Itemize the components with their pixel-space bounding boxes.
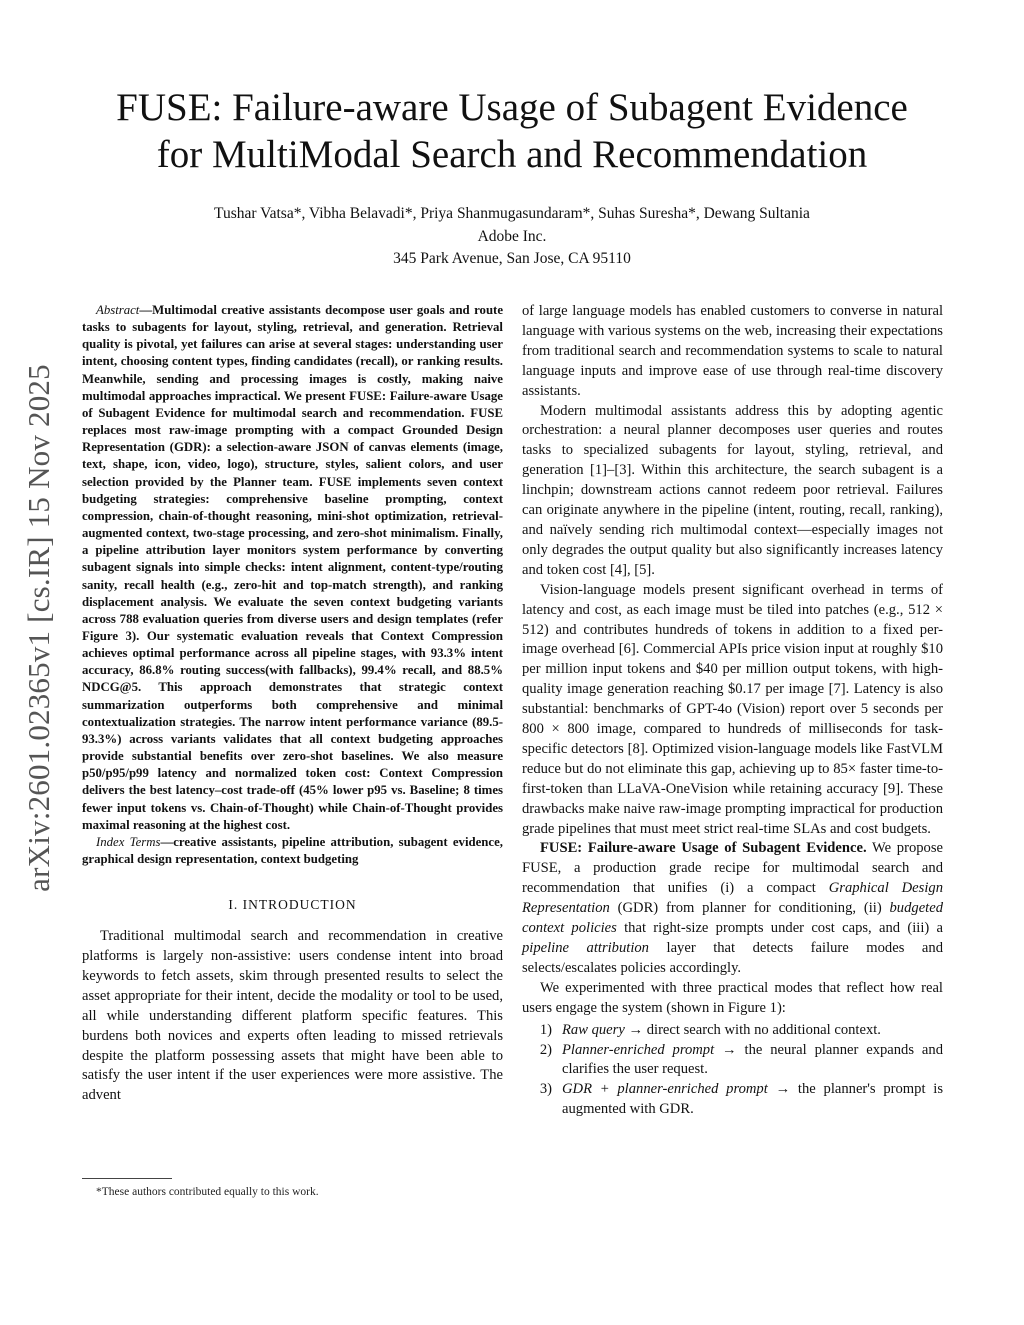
- list-item-emph: Planner-enriched prompt: [562, 1041, 715, 1058]
- left-column: [82, 302, 503, 1106]
- footnote: *These authors contributed equally to this work.: [96, 1186, 319, 1198]
- list-item-number: 1): [539, 1021, 552, 1038]
- arxiv-identifier: arXiv:2601.02365v1 [cs.IR] 15 Nov 2025: [21, 364, 56, 892]
- fuse-text-a: We propose FUSE, a production grade recipe for multimodal search and recommendation that unifies (i) a compact: [522, 840, 943, 897]
- intro-paragraph-2: Modern multimodal assistants address this by adopting agentic orchestration: a neural planner decomposes user queries and routes tasks to specialized subagents for layout, styling, retrieval, and generation [1]–[3]. Within this architecture, the search subagent is a linchpin; downstream actions cannot redeem poor retrieval. Failures can originate anywhere in the pipeline (intent, routing, recall, ranking), and naïvely sending rich multimodal context—especially images not only degrades the output quality but also significantly increases latency and token cost [4], [5].: [522, 402, 943, 578]
- affiliation: Adobe Inc.: [477, 227, 547, 245]
- list-item-text: → direct search with no additional context.: [624, 1021, 881, 1038]
- index-terms: [82, 834, 503, 868]
- list-item: [522, 1021, 943, 1041]
- abstract-paragraph: [82, 302, 503, 834]
- intro-paragraph-modes: We experimented with three practical modes that reflect how real users engage the system (shown in Figure 1):: [522, 979, 943, 1016]
- list-item-text: → the neural planner expands and clarifies the user request.: [562, 1041, 943, 1078]
- list-item-emph: Raw query: [562, 1021, 625, 1038]
- fuse-text-d: layer that detects failure modes and selects/escalates policies accordingly.: [522, 940, 943, 976]
- list-item-number: 3): [539, 1081, 552, 1098]
- fuse-emph-attribution: pipeline attribution: [522, 940, 649, 956]
- author-list: Tushar Vatsa*, Vibha Belavadi*, Priya Shanmugasundaram*, Suhas Suresha*, Dewang Sultania: [214, 205, 810, 222]
- list-item: [522, 1041, 943, 1081]
- list-item: [522, 1080, 943, 1120]
- footnote-rule: [82, 1178, 172, 1179]
- abstract-label: Abstract: [96, 303, 140, 317]
- fuse-emph-gdr: Graphical Design Representation: [522, 880, 943, 917]
- intro-paragraph-continued: of large language models has enabled customers to converse in natural language with various systems on the web, increasing their expectations from traditional search and recommendation systems to scale to natural language inputs and improve ease of use through real-time discovery assistants.: [522, 303, 943, 399]
- section-heading-introduction: I. INTRODUCTION: [228, 897, 357, 913]
- intro-paragraph-3: Vision-language models present significant overhead in terms of latency and cost, as each image must be tiled into patches (e.g., 512 × 512) and contributes hundreds of tokens in addition to a fixed per-image overhead [6]. Commercial APIs price vision input at roughly $10 per million input tokens and $40 per million output tokens, with high-quality image generation reaching $0.17 per image [7]. Latency is also substantial: benchmarks of GPT-4o (Vision) report over 5 seconds per 800 × 800 image, compared to hundreds of milliseconds for task-specific detectors [8]. Optimized vision-language models like FastVLM reduce but do not eliminate this gap, achieving up to 85× faster time-to-first-token than LLaVA-OneVision while retaining accuracy [9]. These drawbacks make naive raw-image prompting impractical for production grade pipelines that must meet strict real-time SLAs and cost budgets.: [522, 581, 943, 837]
- title-line-1: FUSE: Failure-aware Usage of Subagent Evidence: [116, 86, 908, 129]
- abstract: [82, 302, 503, 868]
- address: 345 Park Avenue, San Jose, CA 95110: [393, 250, 631, 267]
- intro-paragraph-fuse: [522, 839, 943, 978]
- modes-list: [522, 1021, 943, 1121]
- list-item-text: → the planner's prompt is augmented with GDR.: [562, 1081, 944, 1118]
- index-terms-text: —creative assistants, pipeline attribution, subagent evidence, graphical design representation, context budgeting: [82, 834, 503, 866]
- title-line-2: for MultiModal Search and Recommendation: [156, 133, 868, 176]
- author-block: [60, 203, 964, 271]
- fuse-text-c: that right-size prompts under cost caps, and (iii) a: [616, 920, 943, 937]
- fuse-text-b: (GDR) from planner for conditioning, (ii): [609, 900, 890, 917]
- intro-paragraph-1: Traditional multimodal search and recommendation in creative platforms is largely non-assistive: users condense intent into broad keywords to fetch assets, skim through presented results to select the asset appropriate for their intent, decide the modality or tool to be used, all while understanding different platform specific features. This burdens both novices and experts often leading to missed retrievals despite the platform possessing assets that might have been able to satisfy the user intent if the user experiences were more assistive. The advent: [82, 928, 503, 1104]
- index-terms-label: Index Terms: [96, 834, 161, 849]
- intro-body-left: [82, 927, 503, 1106]
- fuse-run-in-heading: FUSE: Failure-aware Usage of Subagent Evidence.: [540, 840, 867, 857]
- list-item-emph: GDR + planner-enriched prompt: [562, 1081, 768, 1098]
- abstract-text: —Multimodal creative assistants decompose user goals and route tasks to subagents for layout, styling, retrieval, and generation. Retrieval quality is pivotal, yet failures can arise at several stages: understanding user intent, choosing content types, finding candidates (recall), or ranking results. Meanwhile, sending and processing images is costly, making naive multimodal approaches impractical. We present FUSE: Failure-aware Usage of Subagent Evidence for multimodal search and recommendation. FUSE replaces most raw-image prompting with a compact Grounded Design Representation (GDR): a selection-aware JSON of canvas elements (image, text, shape, icon, video, logo), structure, styles, salient colors, and user selection provided by the Planner team. FUSE implements seven context budgeting strategies: comprehensive baseline prompting, context compression, chain-of-thought reasoning, mini-shot optimization, retrieval-augmented context, two-stage processing, and zero-shot minimalism. Finally, a pipeline attribution layer monitors system performance by converting subagent signals into simple checks: intent alignment, content-type/routing sanity, recall health (e.g., zero-hit and top-match strength), and ranking displacement analysis. We evaluate the seven context budgeting variants across 788 evaluation queries from diverse users and design templates (refer Figure 3). Our systematic evaluation reveals that Context Compression achieves optimal performance across all pipeline stages, with 93.3% intent accuracy, 86.8% routing success(with fallbacks), 99.4% recall, and 88.5% NDCG@5. This approach demonstrates that strategic context summarization outperforms both comprehensive and minimal contextualization strategies. The narrow intent performance variance (89.5-93.3%) across variants validates that all context budgeting approaches provide substantial benefits over zero-shot baselines. We also measure p50/p95/p99 latency and normalized token cost: Context Compression delivers the best latency–cost trade-off (45% lower p95 vs. Baseline; 8 times fewer input tokens vs. Chain-of-Thought) while Chain-of-Thought provides maximal reasoning at the highest cost.: [82, 303, 503, 832]
- list-item-number: 2): [539, 1041, 552, 1058]
- right-column: [522, 302, 943, 1120]
- fuse-emph-budget: budgeted context policies: [522, 900, 943, 937]
- arxiv-sidebar-stamp: [10, 268, 68, 988]
- paper-title: [60, 84, 964, 178]
